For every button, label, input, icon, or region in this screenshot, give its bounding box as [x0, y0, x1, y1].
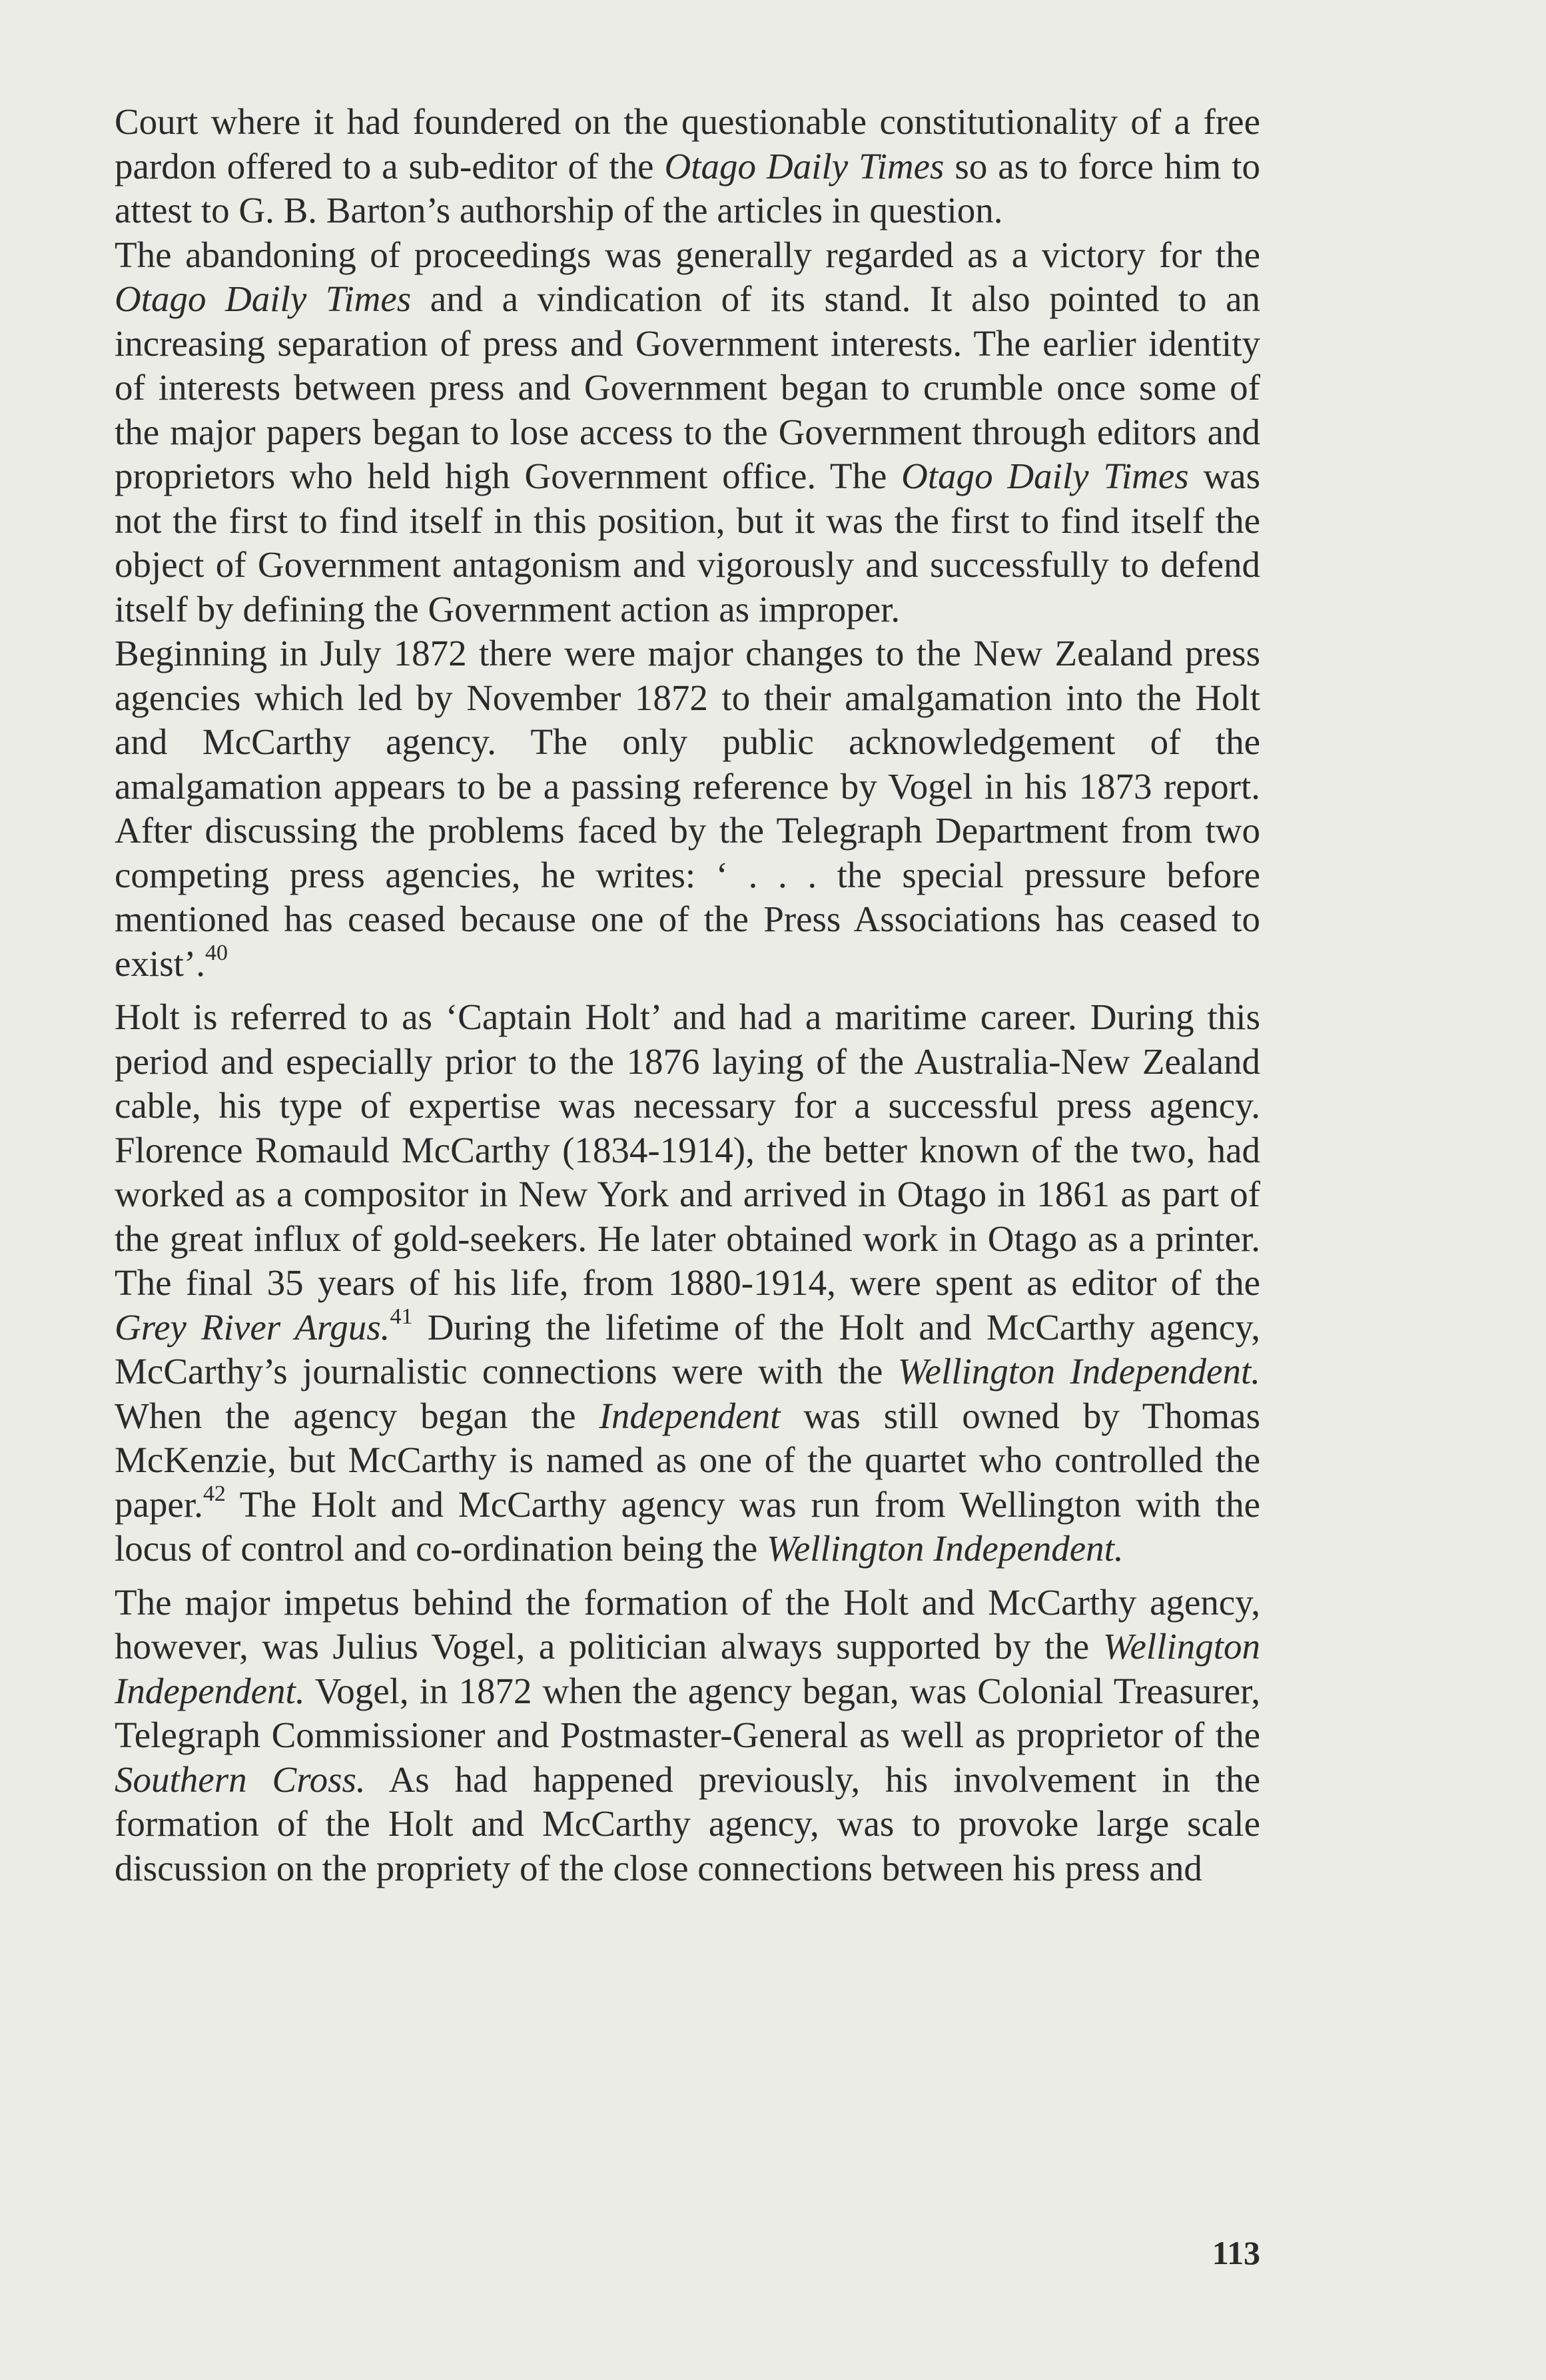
publication-title: Wellington Independent.: [115, 1626, 1260, 1711]
publication-title: Independent: [599, 1395, 781, 1436]
page-number: 113: [1212, 2234, 1260, 2271]
footnote-ref: 42: [202, 1481, 226, 1506]
text-run: As had happened previously, his involvement in the formation of the Holt and McCarthy agency, was to provoke large scale discussion on the propriety of the close connections between his press and: [115, 1759, 1260, 1888]
text-run: Court where it had foundered on the questionable constitutionality of a free pardon offered to a sub-editor of the: [115, 101, 1260, 187]
text-run: During the lifetime of the Holt and McCarthy agency, McCarthy’s journalistic connections were with the: [115, 1306, 1260, 1391]
publication-title: Wellington Independent.: [767, 1528, 1124, 1569]
text-run: was still owned by Thomas McKenzie, but McCarthy is named as one of the quartet who controlled the paper.: [115, 1395, 1260, 1525]
paragraph: [115, 100, 1260, 233]
text-run: The major impetus behind the formation of the Holt and McCarthy agency, however, was Julius Vogel, a politician always supported by the: [115, 1581, 1260, 1667]
text-run: Beginning in July 1872 there were major changes to the New Zealand press agencies which led by November 1872 to their amalgamation into the Holt and McCarthy agency. The only public acknowledgement of the amalgamation appears to be a passing reference by Vogel in his 1873 report. After discussing the problems faced by the Telegraph Department from two competing press agencies, he writes: ‘ . . . the special pressure before mentioned has ceased because one of the Press Associations has ceased to exist’.: [115, 633, 1260, 984]
publication-title: Otago Daily Times: [115, 278, 412, 319]
publication-title: Grey River Argus.: [115, 1306, 390, 1348]
text-run: When the agency began the: [115, 1395, 599, 1436]
publication-title: Otago Daily Times: [901, 456, 1189, 496]
publication-title: Southern Cross.: [115, 1759, 366, 1800]
text-run: so as to force him to attest to G. B. Barton’s authorship of the articles in question.: [115, 145, 1261, 230]
footnote-ref: 41: [390, 1304, 413, 1329]
publication-title: Wellington Independent.: [897, 1351, 1260, 1391]
text-run: The Holt and McCarthy agency was run from Wellington with the locus of control and co-ordination being the: [115, 1483, 1260, 1569]
text-run: Vogel, in 1872 when the agency began, was Colonial Treasurer, Telegraph Commissioner and Postmaster-General as well as proprietor of the: [115, 1670, 1260, 1755]
text-run: Holt is referred to as ‘Captain Holt’ and had a maritime career. During this period and especially prior to the 1876 laying of the Australia-New Zealand cable, his type of expertise was necessary for a successful press agency. Florence Romauld McCarthy (1834-1914), the better known of the two, had worked as a compositor in New York and arrived in Otago in 1861 as part of the great influx of gold-seekers. He later obtained work in Otago as a printer. The final 35 years of his life, from 1880-1914, were spent as editor of the: [115, 996, 1260, 1303]
paragraph: [115, 631, 1260, 986]
publication-title: Otago Daily Times: [664, 145, 945, 187]
paragraph: [115, 995, 1260, 1571]
body-text: [115, 100, 1260, 1890]
paragraph: [115, 1581, 1260, 1891]
paragraph: [115, 233, 1260, 632]
text-run: The abandoning of proceedings was generally regarded as a victory for the: [115, 234, 1260, 275]
footnote-ref: 40: [204, 940, 228, 965]
text-run: was not the first to find itself in this position, but it was the first to find itself the object of Government antagonism and vigorously and successfully to defend itself by defining the Government action as improper.: [115, 456, 1260, 629]
text-run: and a vindication of its stand. It also pointed to an increasing separation of press and Government interests. The earlier identity of interests between press and Government began to crumble once some of the major papers began to lose access to the Government through editors and proprietors who held high Government office. The: [115, 278, 1260, 496]
